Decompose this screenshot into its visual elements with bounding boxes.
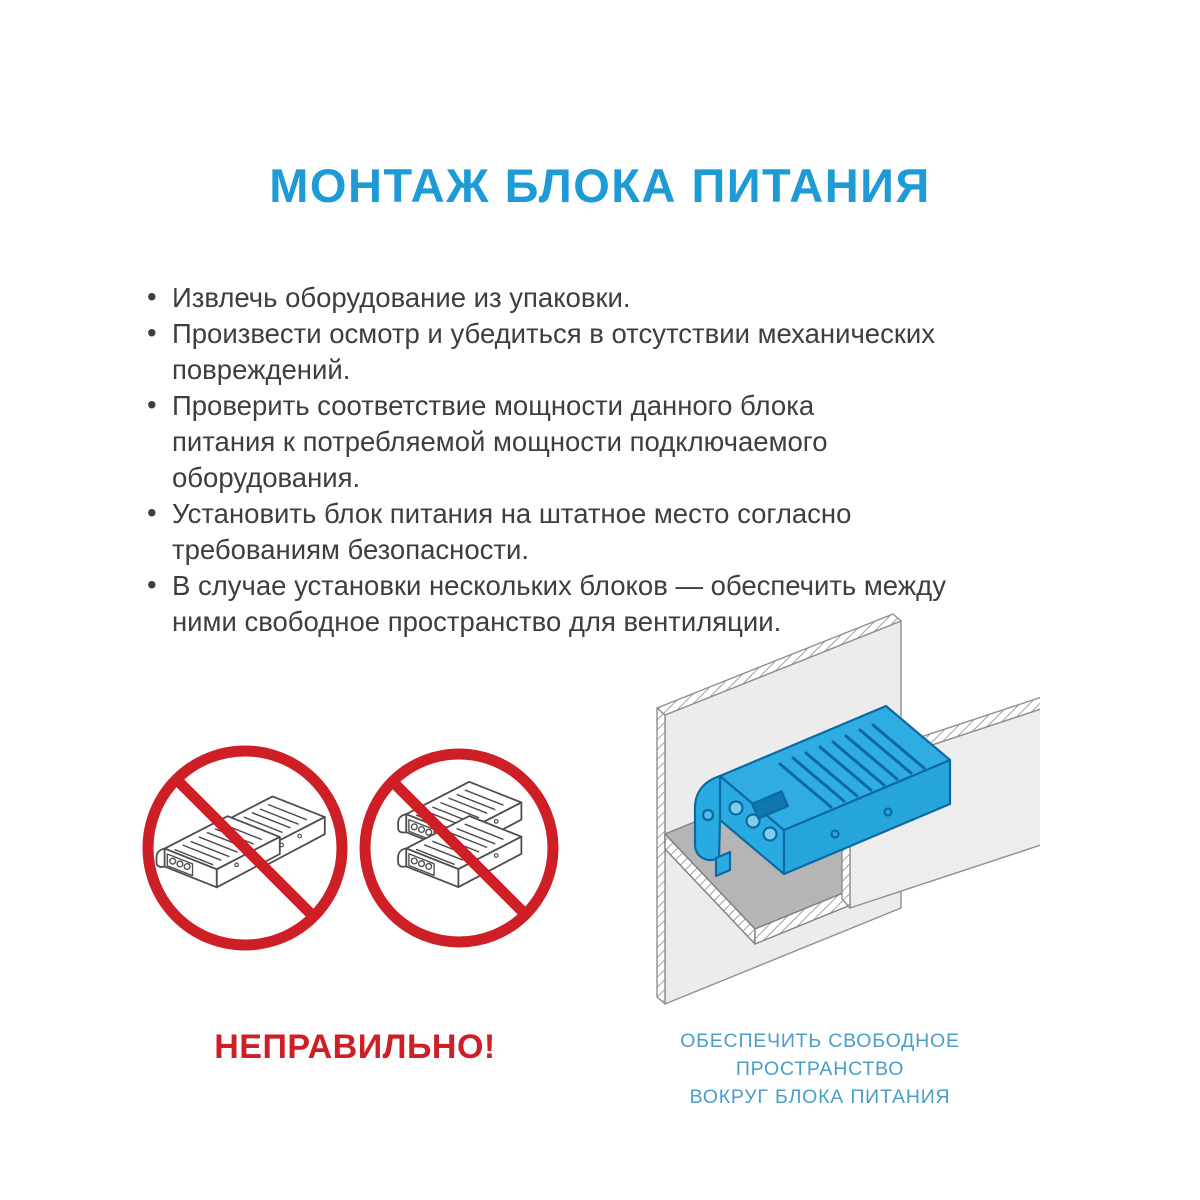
free-space-caption-line1: ОБЕСПЕЧИТЬ СВОБОДНОЕ ПРОСТРАНСТВО (680, 1030, 960, 1080)
psu-case-screw (832, 831, 839, 838)
no-psu-side-by-side-icon (148, 751, 342, 945)
prohibited-mounting-icons (138, 736, 570, 968)
instruction-item: • Извлечь оборудование из упаковки. (145, 280, 962, 316)
back-wall-left-edge (657, 708, 665, 1004)
instruction-item: • В случае установки нескольких блоков — обеспечить между ними свободное пространство для вентиляции. (145, 568, 962, 640)
page-title: МОНТАЖ БЛОКА ПИТАНИЯ (269, 159, 931, 212)
instruction-item: • Установить блок питания на штатное место согласно требованиям безопасности. (145, 496, 962, 568)
psu-cap-screw (703, 810, 713, 820)
wrong-label: НЕПРАВИЛЬНО! (214, 1028, 496, 1066)
instructions-list (145, 280, 1050, 640)
installation-illustration (620, 608, 1040, 1028)
free-space-caption (600, 1027, 1040, 1111)
instruction-item: • Проверить соответствие мощности данного блока питания к потребляемой мощности подключаемого оборудования. (145, 388, 924, 496)
psu-terminal (730, 802, 743, 815)
instruction-item: • Произвести осмотр и убедиться в отсутствии механических повреждений. (145, 316, 962, 388)
no-psu-stacked-icon (365, 754, 553, 942)
psu-case-screw (885, 809, 892, 816)
free-space-caption-line2: ВОКРУГ БЛОКА ПИТАНИЯ (689, 1086, 951, 1108)
psu-terminal (764, 828, 777, 841)
